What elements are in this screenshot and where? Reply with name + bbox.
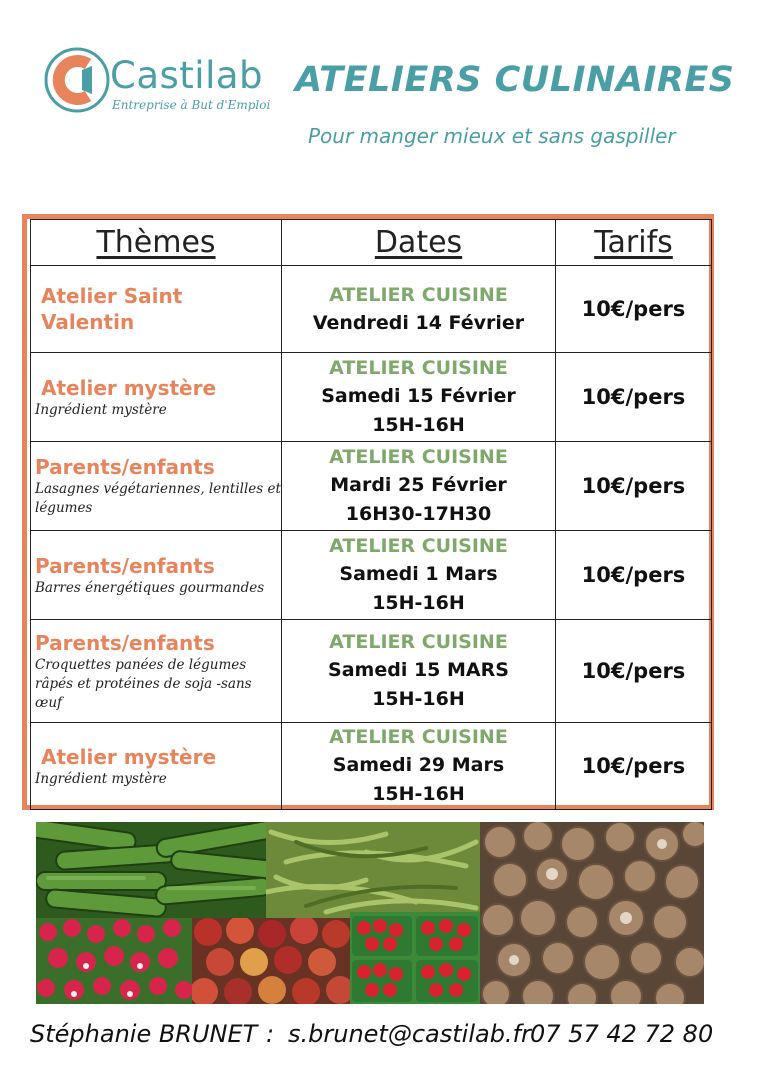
price-cell: 10€/pers <box>556 620 712 723</box>
green-beans-photo <box>266 822 480 918</box>
table-row <box>31 266 712 353</box>
date-text: Mardi 25 Février <box>330 474 507 496</box>
date-cell <box>282 723 556 810</box>
vegetable-photo-mosaic <box>36 822 704 1004</box>
time-text: 16H30-17H30 <box>345 503 492 525</box>
theme-description: Lasagnes végétariennes, lentilles et légumes <box>35 481 281 516</box>
theme-cell <box>31 266 282 353</box>
atelier-label: ATELIER CUISINE <box>329 631 508 653</box>
theme-cell <box>31 442 282 531</box>
theme-cell <box>31 620 282 723</box>
atelier-label: ATELIER CUISINE <box>329 357 508 379</box>
time-text: 15H-16H <box>372 783 465 805</box>
theme-cell <box>31 531 282 620</box>
time-text: 15H-16H <box>372 414 465 436</box>
theme-title: Atelier Saint Valentin <box>41 284 183 334</box>
atelier-label: ATELIER CUISINE <box>329 446 508 468</box>
table-row <box>31 442 712 531</box>
contact-phone[interactable]: 07 57 42 72 80 <box>530 1020 714 1048</box>
apples-photo <box>192 918 350 1004</box>
castilab-logo-icon <box>44 44 110 114</box>
theme-description: Croquettes panées de légumes râpés et protéines de soja -sans œuf <box>35 656 252 711</box>
price-cell: 10€/pers <box>556 723 712 810</box>
date-text: Vendredi 14 Février <box>312 311 525 334</box>
page-subtitle: Pour manger mieux et sans gaspiller <box>308 124 676 148</box>
logo-tagline: Entreprise à But d'Emploi <box>112 98 271 112</box>
date-text: Samedi 29 Mars <box>332 754 505 776</box>
theme-description: Ingrédient mystère <box>35 770 167 787</box>
cucumbers-photo <box>36 822 266 918</box>
date-cell <box>282 620 556 723</box>
theme-title: Atelier mystère <box>41 744 217 769</box>
theme-description: Ingrédient mystère <box>35 401 167 418</box>
schedule-table <box>30 219 712 810</box>
table-row <box>31 531 712 620</box>
mushrooms-photo <box>480 822 704 1004</box>
price-cell: 10€/pers <box>556 353 712 442</box>
table-row <box>31 723 712 810</box>
header-dates: Dates <box>282 220 556 266</box>
date-text: Samedi 1 Mars <box>339 563 498 585</box>
table-header-row <box>31 220 712 266</box>
table-row <box>31 353 712 442</box>
date-cell <box>282 353 556 442</box>
price-cell: 10€/pers <box>556 442 712 531</box>
table-row <box>31 620 712 723</box>
theme-cell <box>31 353 282 442</box>
contact-separator: : <box>266 1020 275 1048</box>
contact-footer <box>30 1020 730 1056</box>
price-cell: 10€/pers <box>556 266 712 353</box>
castilab-logo <box>44 44 284 124</box>
theme-title: Parents/enfants <box>35 553 215 578</box>
theme-title: Atelier mystère <box>41 375 217 400</box>
radishes-photo <box>36 918 192 1004</box>
theme-cell <box>31 723 282 810</box>
header-themes: Thèmes <box>31 220 282 266</box>
date-text: Samedi 15 Février <box>321 385 516 407</box>
atelier-label: ATELIER CUISINE <box>329 535 508 557</box>
contact-email[interactable]: s.brunet@castilab.fr <box>288 1020 531 1048</box>
price-cell: 10€/pers <box>556 531 712 620</box>
header-tarifs: Tarifs <box>556 220 712 266</box>
strawberries-photo <box>350 912 480 1004</box>
theme-title: Parents/enfants <box>35 455 215 479</box>
page-title: ATELIERS CULINAIRES <box>295 60 735 100</box>
theme-title: Parents/enfants <box>35 630 215 655</box>
theme-description: Barres énergétiques gourmandes <box>35 579 265 596</box>
contact-name: Stéphanie BRUNET <box>30 1020 258 1048</box>
time-text: 15H-16H <box>372 592 465 614</box>
time-text: 15H-16H <box>372 688 465 710</box>
atelier-label: ATELIER CUISINE <box>329 283 508 306</box>
date-cell <box>282 266 556 353</box>
date-cell <box>282 442 556 531</box>
date-text: Samedi 15 MARS <box>328 659 509 681</box>
atelier-label: ATELIER CUISINE <box>329 726 508 748</box>
logo-name: Castilab <box>110 54 264 97</box>
date-cell <box>282 531 556 620</box>
